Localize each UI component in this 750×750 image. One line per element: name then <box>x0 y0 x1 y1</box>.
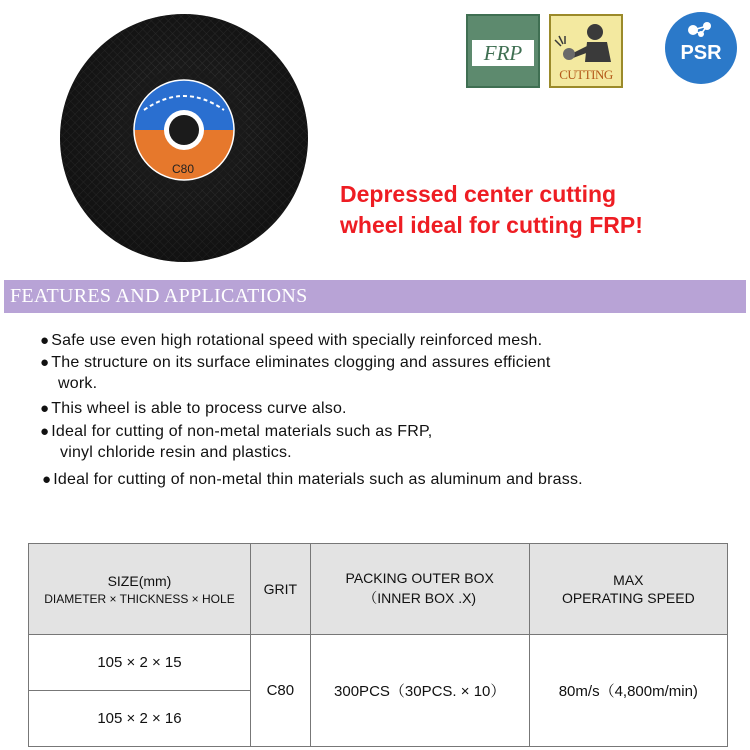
feature-text: The structure on its surface eliminates clogging and assures efficient <box>51 354 551 371</box>
frp-badge <box>466 14 540 88</box>
tagline <box>340 179 740 241</box>
bullet-icon: ● <box>40 332 50 349</box>
header-size-title: SIZE(mm) <box>107 572 172 589</box>
spec-table <box>28 543 728 747</box>
feature-text: Safe use even high rotational speed with specially reinforced mesh. <box>51 332 543 349</box>
table-header-row <box>29 544 728 635</box>
feature-text: This wheel is able to process curve also. <box>51 400 347 417</box>
header-speed-sub: OPERATING SPEED <box>561 590 695 606</box>
feature-text-continued: work. <box>58 375 98 392</box>
header-size <box>29 544 251 635</box>
feature-item <box>42 469 583 490</box>
feature-text: Ideal for cutting of non-metal thin materials such as aluminum and brass. <box>53 471 583 488</box>
section-header-features: FEATURES AND APPLICATIONS <box>4 280 746 313</box>
header-packing-sub: （INNER BOX .X) <box>363 590 477 606</box>
cell-size: 105 × 2 × 16 <box>29 691 251 747</box>
feature-item <box>40 421 432 463</box>
feature-text-continued: vinyl chloride resin and plastics. <box>60 444 292 461</box>
frp-badge-label: FRP <box>472 40 534 66</box>
cell-size: 105 × 2 × 15 <box>29 635 251 691</box>
feature-item <box>40 330 542 351</box>
cell-packing: 300PCS（30PCS. × 10） <box>310 635 529 747</box>
psr-logo-label: PSR <box>680 42 722 64</box>
bullet-icon: ● <box>40 354 50 371</box>
tagline-line-1: Depressed center cutting <box>340 181 617 207</box>
header-packing-title: PACKING OUTER BOX <box>345 570 494 586</box>
bullet-icon: ● <box>40 423 50 440</box>
header-speed-title: MAX <box>613 572 644 588</box>
tagline-line-2: wheel ideal for cutting FRP! <box>340 212 643 238</box>
cutting-badge <box>549 14 623 88</box>
table-row <box>29 635 728 691</box>
bullet-icon: ● <box>40 400 50 417</box>
bullet-icon: ● <box>42 471 52 488</box>
header-grit: GRIT <box>250 544 310 635</box>
cell-speed: 80m/s（4,800m/min) <box>529 635 727 747</box>
feature-item <box>40 398 347 419</box>
feature-text: Ideal for cutting of non-metal materials such as FRP, <box>51 423 433 440</box>
product-image <box>58 12 310 264</box>
header-speed <box>529 544 727 635</box>
feature-item <box>40 352 551 394</box>
psr-logo <box>665 12 737 84</box>
cell-grit: C80 <box>250 635 310 747</box>
header-packing <box>310 544 529 635</box>
header-size-sub: DIAMETER × THICKNESS × HOLE <box>44 591 235 606</box>
wheel-grit-label: C80 <box>172 162 195 176</box>
cutting-badge-label: CUTTING <box>559 67 613 82</box>
